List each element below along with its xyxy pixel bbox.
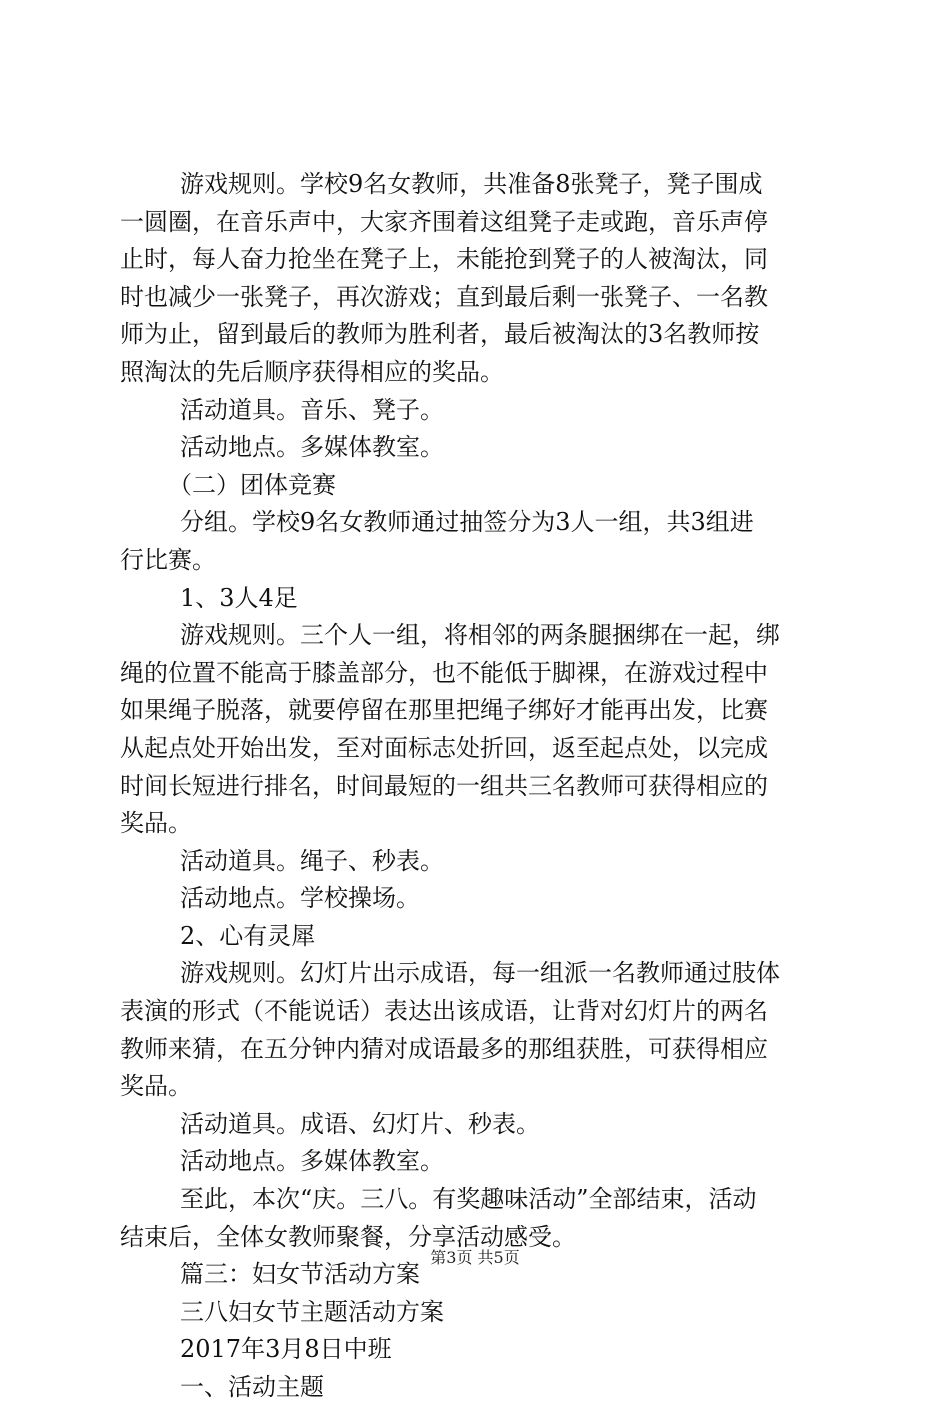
paragraph-line: 照淘汰的先后顺序获得相应的奖品。 <box>120 357 504 386</box>
paragraph-line: 一圆圈，在音乐声中，大家齐围着这组凳子走或跑，音乐声停 <box>120 207 768 236</box>
chapter-heading: 篇三：妇女节活动方案 <box>180 1260 420 1289</box>
paragraph-line: 行比赛。 <box>120 545 216 574</box>
paragraph-line: 师为止，留到最后的教师为胜利者，最后被淘汰的3名教师按 <box>120 320 760 349</box>
paragraph-line: 结束后，全体女教师聚餐，分享活动感受。 <box>120 1222 576 1251</box>
paragraph-line: 活动地点。多媒体教室。 <box>180 1147 444 1176</box>
subsection-heading: 2、心有灵犀 <box>180 921 316 950</box>
paragraph-line: 游戏规则。三个人一组，将相邻的两条腿捆绑在一起，绑 <box>180 621 780 650</box>
paragraph-line: 奖品。 <box>120 809 192 838</box>
date-line: 2017年3月8日中班 <box>180 1335 392 1364</box>
paragraph-line: 表演的形式（不能说话）表达出该成语，让背对幻灯片的两名 <box>120 997 768 1026</box>
paragraph-line: 活动道具。音乐、凳子。 <box>180 395 444 424</box>
paragraph-line: 时也减少一张凳子，再次游戏；直到最后剩一张凳子、一名教 <box>120 282 768 311</box>
paragraph-line: 至此，本次“庆。三八。有奖趣味活动”全部结束，活动 <box>180 1185 757 1214</box>
paragraph-line: 从起点处开始出发，至对面标志处折回，返至起点处，以完成 <box>120 733 768 762</box>
paragraph-line: 活动地点。学校操场。 <box>180 884 420 913</box>
paragraph-line: 教师来猜，在五分钟内猜对成语最多的那组获胜，可获得相应 <box>120 1034 768 1063</box>
paragraph-line: 止时，每人奋力抢坐在凳子上，未能抢到凳子的人被淘汰，同 <box>120 245 768 274</box>
paragraph-line: 时间长短进行排名，时间最短的一组共三名教师可获得相应的 <box>120 771 768 800</box>
paragraph-line: 活动地点。多媒体教室。 <box>180 433 444 462</box>
paragraph-line: 分组。学校9名女教师通过抽签分为3人一组，共3组进 <box>180 508 754 537</box>
paragraph-line: 活动道具。成语、幻灯片、秒表。 <box>180 1109 540 1138</box>
document-body <box>120 166 830 1407</box>
document-title: 三八妇女节主题活动方案 <box>180 1297 444 1326</box>
paragraph-line: 绳的位置不能高于膝盖部分，也不能低于脚裸，在游戏过程中 <box>120 658 768 687</box>
paragraph-line: 活动道具。绳子、秒表。 <box>180 846 444 875</box>
paragraph-line: 奖品。 <box>120 1072 192 1101</box>
line-text: 游戏规则。学校9名女教师，共准备8张凳子，凳子围成 <box>180 170 763 198</box>
paragraph-line <box>120 166 830 204</box>
paragraph-line: 游戏规则。幻灯片出示成语，每一组派一名教师通过肢体 <box>180 959 780 988</box>
section-heading: （二）团体竞赛 <box>168 470 336 499</box>
section-heading: 一、活动主题 <box>180 1373 324 1401</box>
subsection-heading: 1、3人4足 <box>180 583 298 612</box>
page-footer: 第3页 共5页 <box>430 1248 520 1267</box>
paragraph-line: 如果绳子脱落，就要停留在那里把绳子绑好才能再出发，比赛 <box>120 696 768 725</box>
